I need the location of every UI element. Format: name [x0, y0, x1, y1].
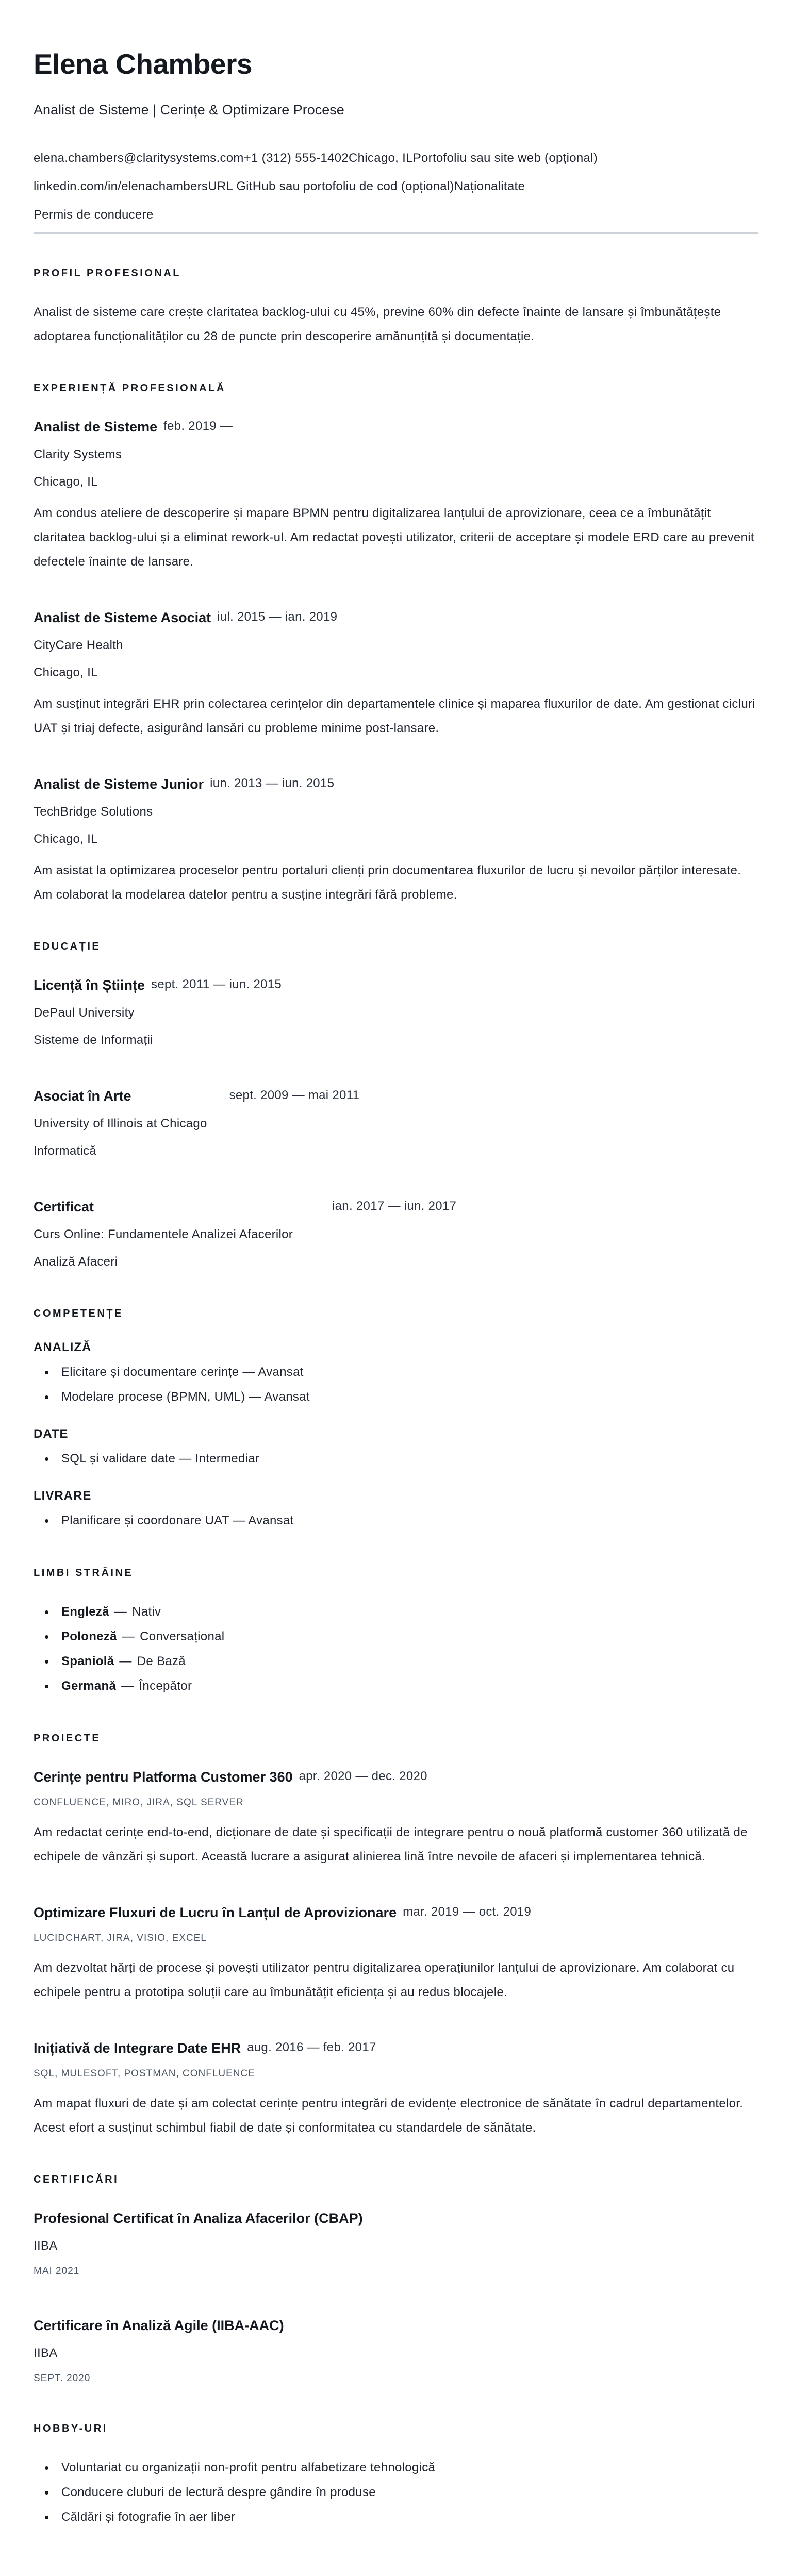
- language-item: [55, 1649, 758, 1674]
- dash-separator: —: [122, 1630, 135, 1643]
- language-item: [55, 1674, 758, 1699]
- education-school: University of Illinois at Chicago: [34, 1117, 207, 1131]
- header-divider: [34, 232, 758, 234]
- job-description: Am susținut integrări EHR prin colectarea cerințelor din departamentele clinice și maparea fluxurilor de date. Am gestionat cicluri UAT și triaj defecte, asigurând lansări cu probleme minime post-lansare.: [34, 697, 755, 735]
- skills-heading: COMPETENȚE: [34, 1308, 123, 1319]
- education-field: Analiză Afaceri: [34, 1255, 118, 1269]
- email-text: elena.chambers@claritysystems.com: [34, 151, 244, 165]
- section-hobbies: [34, 2423, 758, 2530]
- education-degree: [34, 977, 758, 993]
- language-item: [55, 1600, 758, 1624]
- job-company: Clarity Systems: [34, 447, 122, 461]
- project-entry: [34, 1769, 758, 1869]
- job-description: Am condus ateliere de descoperire și mapare BPMN pentru digitalizarea lanțului de aprovizionare, ceea ce a îmbunătățit claritatea backlog-ului și a eliminat rework-ul. Am redactat povești utilizator, criterii de acceptare și modele ERD care au prevenit defectele înainte de lansare.: [34, 506, 754, 569]
- profile-heading: PROFIL PROFESIONAL: [34, 268, 181, 279]
- job-description: Am asistat la optimizarea proceselor pentru portaluri clienți prin documentarea fluxurilor de lucru și nevoilor părților interesate. Am colaborat la modelarea datelor pentru a susține integrări fără probleme.: [34, 863, 741, 902]
- certification-entry: [34, 2211, 758, 2282]
- skill-list: [34, 1360, 758, 1409]
- job-location: Chicago, IL: [34, 475, 98, 489]
- project-dates: aug. 2016 — feb. 2017: [247, 2040, 376, 2054]
- skill-group: [34, 1340, 758, 1409]
- person-headline: Analist de Sisteme | Cerințe & Optimizare Procese: [34, 102, 344, 118]
- language-level: De Bază: [137, 1654, 186, 1668]
- section-projects: [34, 1733, 758, 2140]
- degree-text: Certificat: [34, 1199, 94, 1215]
- hobbies-heading: HOBBY-URI: [34, 2423, 108, 2434]
- language-name: Engleză: [61, 1605, 109, 1619]
- job-company: TechBridge Solutions: [34, 805, 153, 819]
- certification-date: SEPT. 2020: [34, 2373, 91, 2384]
- skill-group: [34, 1489, 758, 1533]
- linkedin-text: linkedin.com/in/elenachambers: [34, 179, 208, 193]
- section-certifications: [34, 2174, 758, 2389]
- job-location: Chicago, IL: [34, 832, 98, 846]
- skill-list: [34, 1447, 758, 1471]
- job-dates: iul. 2015 — ian. 2019: [217, 610, 338, 624]
- skill-item: • Modelare procese (BPMN, UML) — Avansat: [55, 1385, 758, 1409]
- language-level: Începător: [139, 1679, 192, 1693]
- person-name: Elena Chambers: [34, 48, 253, 80]
- education-entry: [34, 1199, 758, 1274]
- project-title-text: Optimizare Fluxuri de Lucru în Lanțul de Aprovizionare: [34, 1905, 397, 1920]
- location-text: Chicago, IL: [348, 151, 413, 165]
- job-title: [34, 776, 758, 792]
- education-entry: [34, 977, 758, 1052]
- job-location: Chicago, IL: [34, 666, 98, 679]
- github-text: URL GitHub sau portofoliu de cod (opțional): [208, 179, 454, 193]
- project-title-text: Inițiativă de Integrare Date EHR: [34, 2040, 241, 2056]
- section-education: [34, 941, 758, 1274]
- project-tools: SQL, MULESOFT, POSTMAN, CONFLUENCE: [34, 2068, 255, 2079]
- job-title-text: Analist de Sisteme Asociat: [34, 610, 211, 625]
- education-field: Informatică: [34, 1144, 97, 1158]
- hobby-list: [34, 2455, 758, 2530]
- education-school: DePaul University: [34, 1006, 135, 1020]
- skill-list: [34, 1508, 758, 1533]
- skill-item: • Elicitare și documentare cerințe — Avansat: [55, 1360, 758, 1385]
- education-degree: [34, 1199, 758, 1215]
- job-entry: [34, 610, 758, 740]
- section-languages: [34, 1567, 758, 1699]
- skill-group-name: DATE: [34, 1427, 69, 1441]
- degree-text: Asociat în Arte: [34, 1088, 131, 1104]
- language-level: Nativ: [132, 1605, 161, 1619]
- experience-heading: EXPERIENȚĂ PROFESIONALĂ: [34, 383, 226, 394]
- projects-heading: PROIECTE: [34, 1733, 101, 1744]
- project-title: [34, 2040, 758, 2056]
- language-name: Poloneză: [61, 1630, 117, 1643]
- language-item: [55, 1624, 758, 1649]
- skill-item: • SQL și validare date — Intermediar: [55, 1447, 758, 1471]
- contact-line-2: [34, 174, 758, 198]
- skill-group-name: LIVRARE: [34, 1489, 92, 1503]
- profile-summary: Analist de sisteme care crește claritatea backlog-ului cu 45%, previne 60% din defecte înainte de lansare și îmbunătățește adoptarea funcționalităților cu 28 de puncte prin descoperire amănunțită și documentație.: [34, 305, 721, 343]
- language-list: [34, 1600, 758, 1699]
- certifications-heading: CERTIFICĂRI: [34, 2174, 119, 2185]
- contact-line-3: [34, 203, 758, 227]
- dash-separator: —: [114, 1605, 127, 1619]
- skill-group: [34, 1427, 758, 1471]
- education-dates: sept. 2011 — iun. 2015: [151, 977, 282, 991]
- job-title: [34, 610, 758, 626]
- language-name: Spaniolă: [61, 1654, 114, 1668]
- phone-text: +1 (312) 555-1402: [243, 151, 349, 165]
- degree-text: Licență în Științe: [34, 977, 145, 993]
- project-tools: CONFLUENCE, MIRO, JIRA, SQL SERVER: [34, 1797, 244, 1808]
- hobby-item: • Căldări și fotografie în aer liber: [55, 2505, 758, 2530]
- skill-group-name: ANALIZĂ: [34, 1340, 92, 1354]
- job-title: [34, 419, 758, 435]
- hobby-item: • Voluntariat cu organizații non-profit pentru alfabetizare tehnologică: [55, 2455, 758, 2480]
- driving-license-text: Permis de conducere: [34, 208, 154, 222]
- hobby-item: • Conducere cluburi de lectură despre gândire în produse: [55, 2480, 758, 2505]
- project-description: Am dezvoltat hărți de procese și povești utilizator pentru digitalizarea operațiunilor lanțului de aprovizionare. Am colaborat cu echipele pentru a prototipa soluții care au îmbunătățit eficiența și au redus blocajele.: [34, 1961, 735, 1999]
- language-name: Germană: [61, 1679, 117, 1693]
- project-entry: [34, 1905, 758, 2004]
- education-dates: sept. 2009 — mai 2011: [229, 1088, 360, 1102]
- section-skills: [34, 1308, 758, 1533]
- project-entry: [34, 2040, 758, 2140]
- project-dates: apr. 2020 — dec. 2020: [299, 1769, 427, 1783]
- job-title-text: Analist de Sisteme Junior: [34, 776, 204, 792]
- job-title-text: Analist de Sisteme: [34, 419, 158, 435]
- contact-line-1: [34, 146, 758, 170]
- education-degree: [34, 1088, 758, 1104]
- portfolio-text: Portofoliu sau site web (opțional): [412, 151, 598, 165]
- certification-issuer: IIBA: [34, 2239, 58, 2253]
- job-entry: [34, 776, 758, 907]
- resume-header: [34, 47, 758, 234]
- project-title: [34, 1905, 758, 1921]
- job-company: CityCare Health: [34, 638, 123, 652]
- section-experience: [34, 383, 758, 907]
- education-dates: ian. 2017 — iun. 2017: [332, 1199, 457, 1213]
- dash-separator: —: [121, 1679, 134, 1693]
- project-tools: LUCIDCHART, JIRA, VISIO, EXCEL: [34, 1933, 207, 1943]
- skill-item: • Planificare și coordonare UAT — Avansat: [55, 1508, 758, 1533]
- job-entry: [34, 419, 758, 574]
- certification-date: MAI 2021: [34, 2266, 80, 2276]
- project-title: [34, 1769, 758, 1785]
- job-dates: feb. 2019 —: [163, 419, 233, 433]
- dash-separator: —: [119, 1654, 132, 1668]
- section-profile: [34, 268, 758, 348]
- education-field: Sisteme de Informații: [34, 1033, 153, 1047]
- education-entry: [34, 1088, 758, 1163]
- project-description: Am mapat fluxuri de date și am colectat cerințe pentru integrări de evidențe electronice de sănătate în cadrul departamentelor. Acest efort a susținut schimbul fiabil de date și conformitatea cu standardele de sănătate.: [34, 2097, 744, 2135]
- language-level: Conversațional: [140, 1630, 225, 1643]
- certification-title: Profesional Certificat în Analiza Afacerilor (CBAP): [34, 2211, 363, 2226]
- project-dates: mar. 2019 — oct. 2019: [403, 1905, 532, 1919]
- job-dates: iun. 2013 — iun. 2015: [210, 776, 335, 790]
- project-description: Am redactat cerințe end-to-end, dicționare de date și specificații de integrare pentru o nouă platformă customer 360 utilizată de echipele de vânzări și suport. Această lucrare a asigurat alinierea lină între nevoile de afaceri și implementarea tehnică.: [34, 1825, 748, 1864]
- education-school: Curs Online: Fundamentele Analizei Afacerilor: [34, 1227, 293, 1241]
- languages-heading: LIMBI STRĂINE: [34, 1567, 134, 1578]
- certification-entry: [34, 2318, 758, 2389]
- certification-issuer: IIBA: [34, 2346, 58, 2360]
- project-title-text: Cerințe pentru Platforma Customer 360: [34, 1769, 293, 1785]
- certification-title: Certificare în Analiză Agile (IIBA-AAC): [34, 2318, 284, 2333]
- education-heading: EDUCAȚIE: [34, 941, 101, 952]
- nationality-text: Naționalitate: [454, 179, 525, 193]
